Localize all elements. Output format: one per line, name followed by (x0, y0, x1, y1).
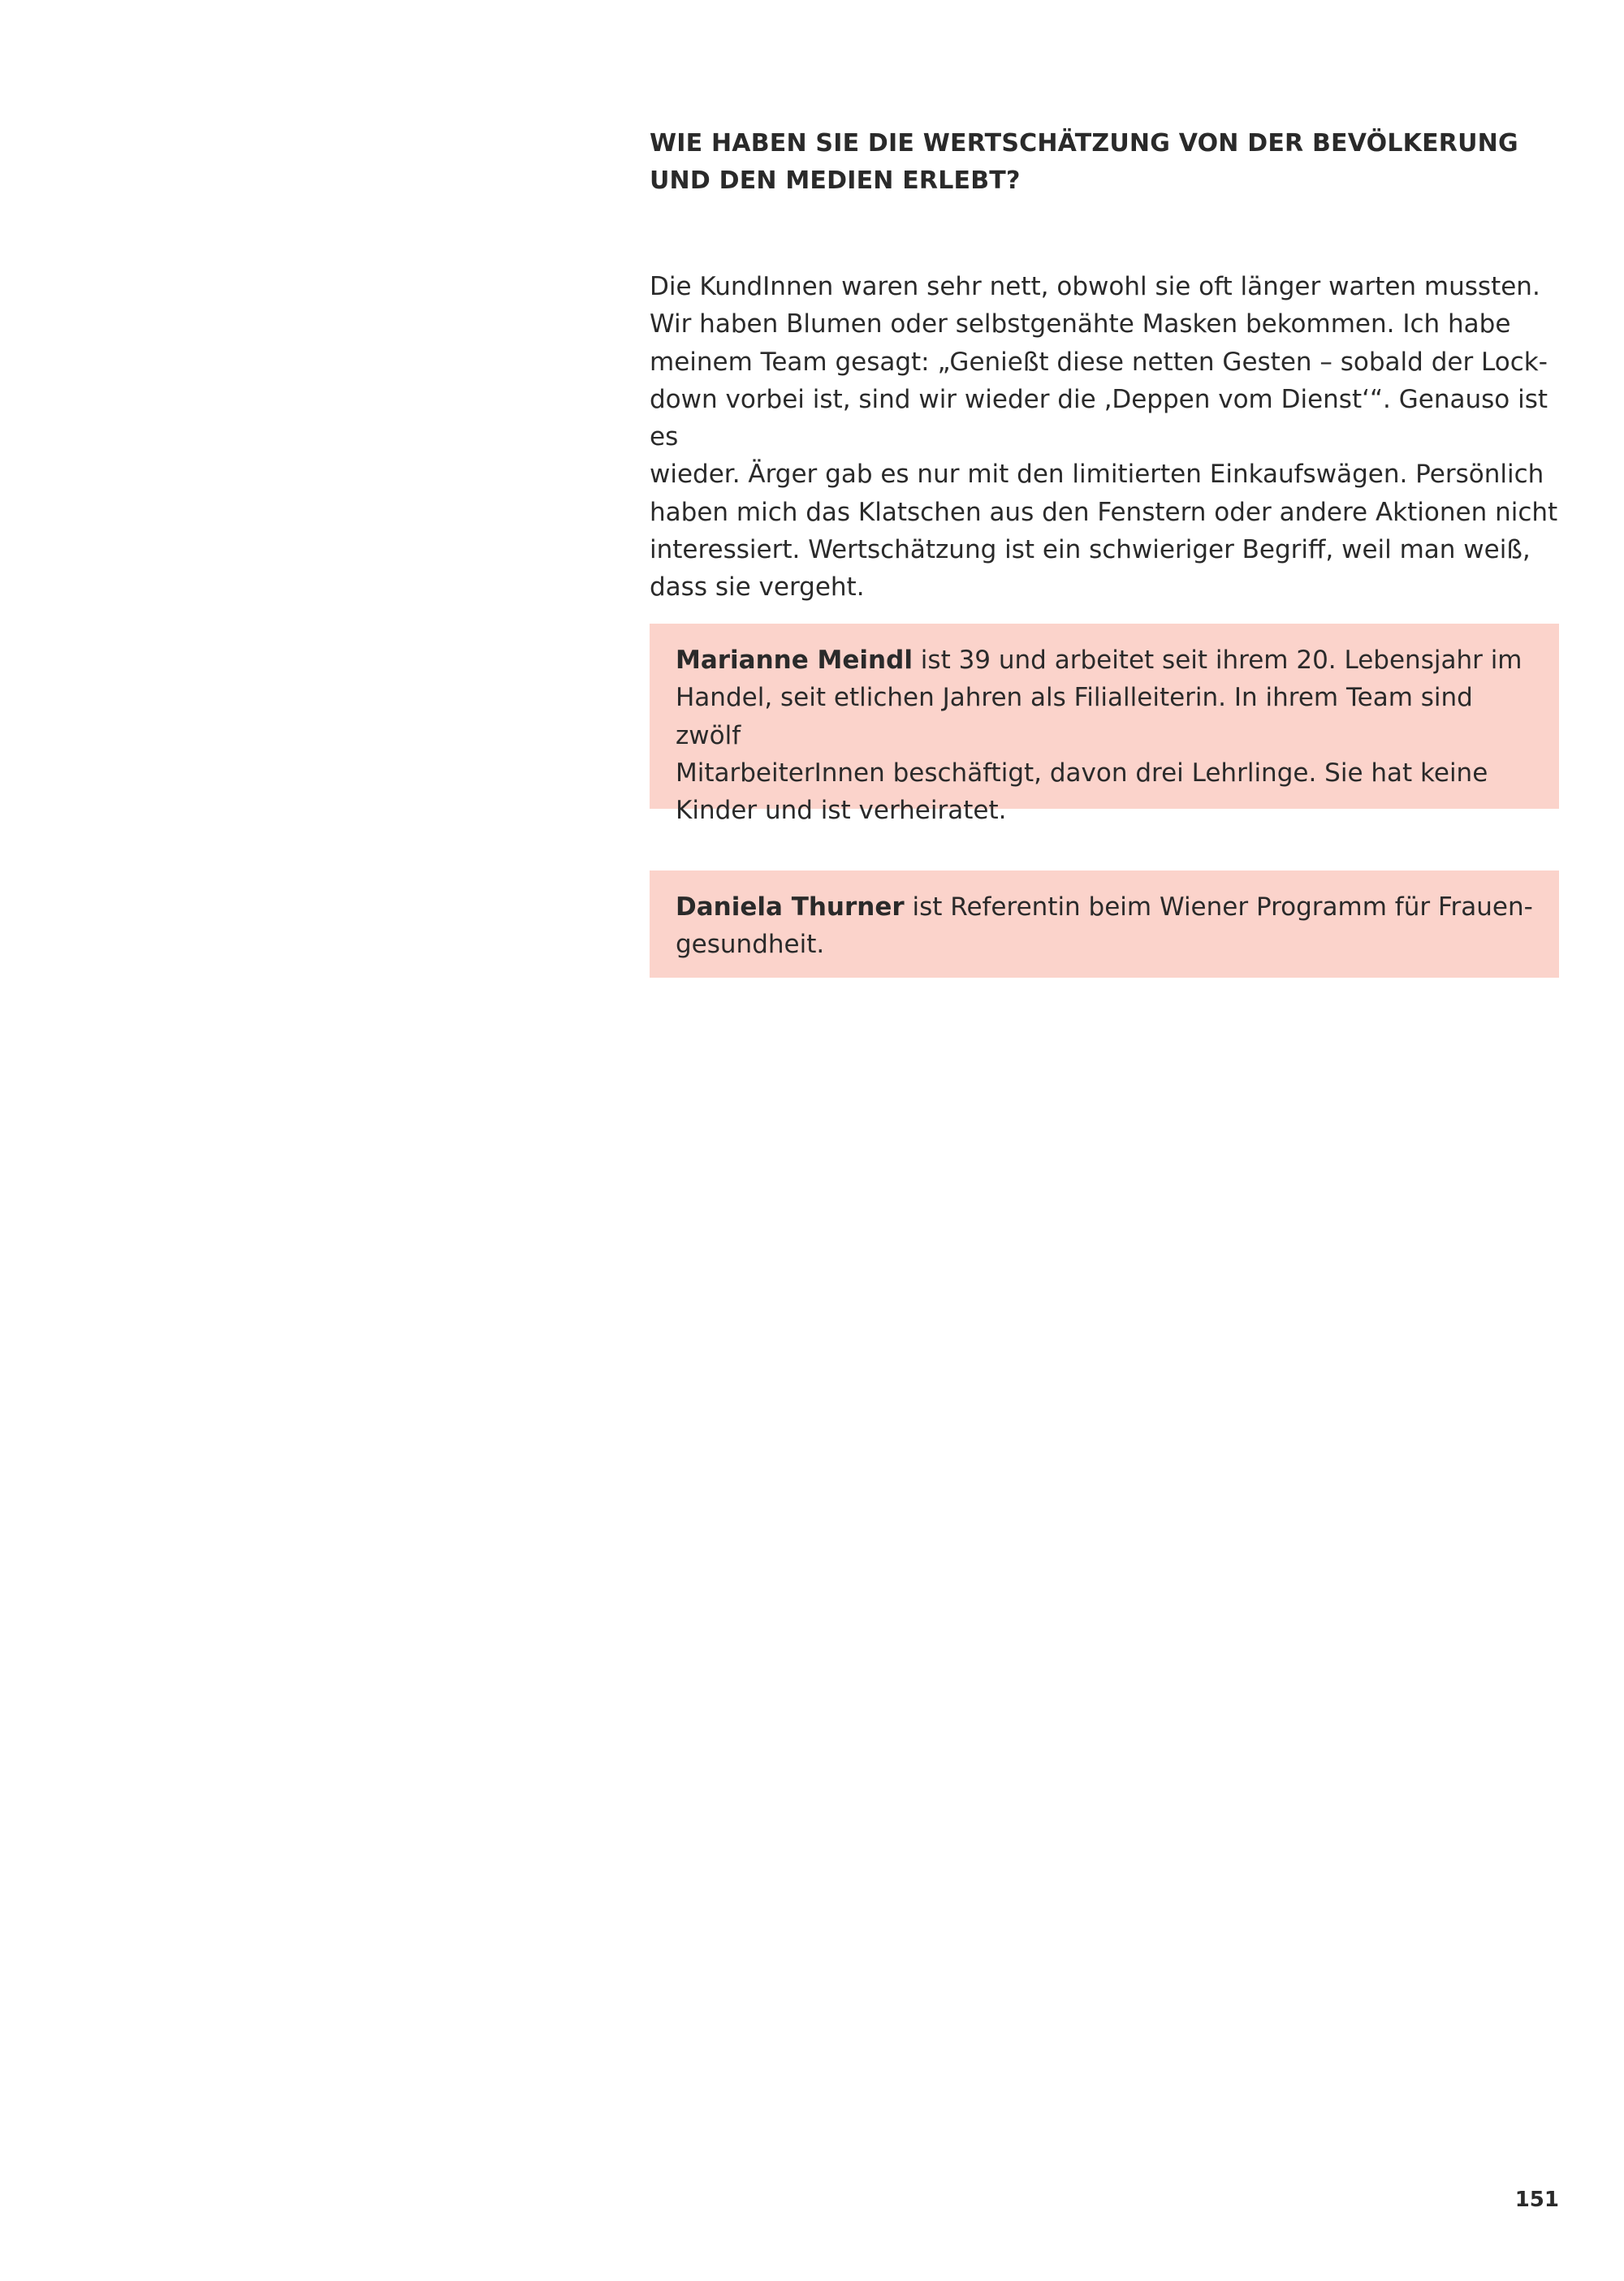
heading-line-1: WIE HABEN SIE DIE WERTSCHÄTZUNG VON DER BEVÖLKERUNG (650, 129, 1518, 158)
bio-text (676, 888, 1533, 964)
bio-line: gesundheit. (676, 930, 825, 960)
bio-box-daniela-thurner (650, 870, 1559, 978)
body-line: interessiert. Wertschätzung ist ein schwieriger Begriff, weil man weiß, (650, 535, 1531, 565)
section-heading (650, 125, 1559, 200)
bio-line: MitarbeiterInnen beschäftigt, davon drei Lehrlinge. Sie hat keine (676, 758, 1488, 788)
bio-line: ist Referentin beim Wiener Programm für Frauen- (904, 892, 1533, 922)
heading-line-2: UND DEN MEDIEN ERLEBT? (650, 166, 1021, 195)
body-line: down vorbei ist, sind wir wieder die ‚Deppen vom Dienst‘“. Genauso ist es (650, 384, 1548, 452)
answer-paragraph (650, 268, 1559, 607)
bio-line: Handel, seit etlichen Jahren als Filialleiterin. In ihrem Team sind zwölf (676, 683, 1473, 750)
body-line: dass sie vergeht. (650, 572, 865, 603)
bio-name: Marianne Meindl (676, 646, 913, 675)
body-line: haben mich das Klatschen aus den Fenstern oder andere Aktionen nicht (650, 497, 1558, 527)
body-line: meinem Team gesagt: „Genießt diese netten Gesten – sobald der Lock- (650, 347, 1548, 377)
body-line: Die KundInnen waren sehr nett, obwohl sie oft länger warten mussten. (650, 272, 1540, 301)
bio-text (676, 642, 1533, 829)
page-number: 151 (1514, 2188, 1559, 2212)
bio-name: Daniela Thurner (676, 892, 905, 922)
body-line: wieder. Ärger gab es nur mit den limitierten Einkaufswägen. Persönlich (650, 460, 1544, 490)
bio-box-marianne-meindl (650, 624, 1559, 826)
bio-line: Kinder und ist verheiratet. (676, 796, 1007, 826)
bio-line: ist 39 und arbeitet seit ihrem 20. Lebensjahr im (912, 646, 1522, 675)
body-line: Wir haben Blumen oder selbstgenähte Masken bekommen. Ich habe (650, 309, 1511, 339)
